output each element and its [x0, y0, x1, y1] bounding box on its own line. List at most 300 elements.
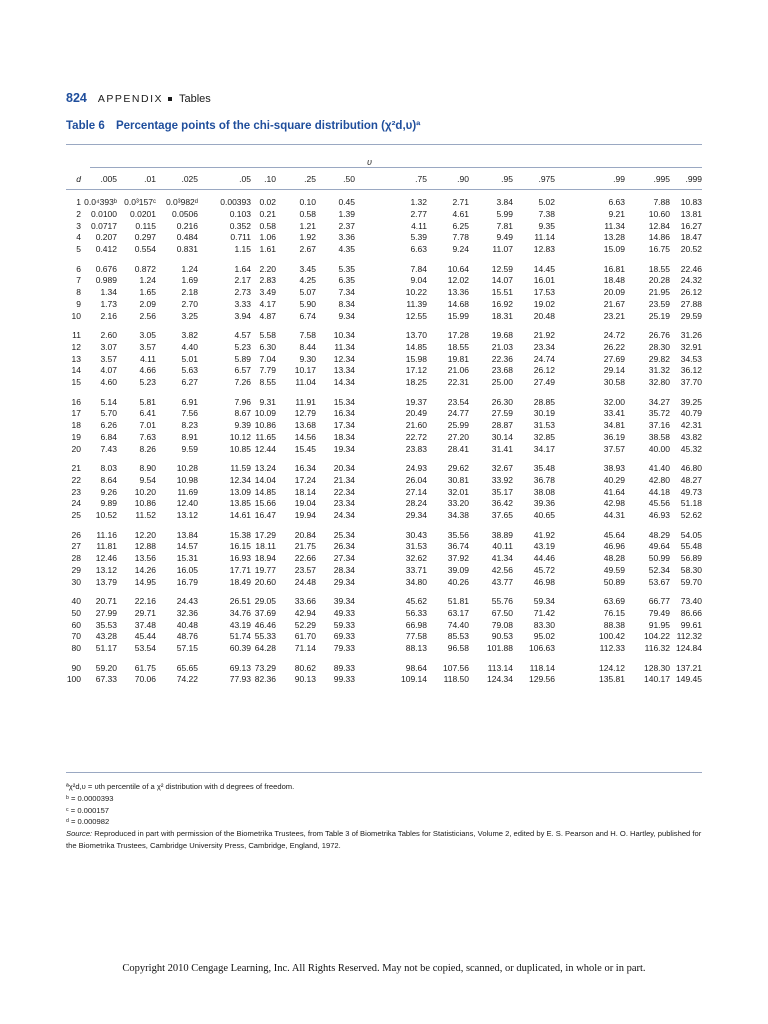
- table-cell: 27.14: [405, 486, 427, 497]
- table-cell: 5.99: [496, 208, 513, 219]
- table-cell: 9.30: [299, 353, 316, 364]
- table-cell: 67.33: [95, 674, 117, 685]
- table-cell: 23.34: [333, 498, 355, 509]
- table-cell: 25.00: [491, 377, 513, 388]
- table-cell: 13.34: [333, 365, 355, 376]
- table-cell: 0.0717: [91, 220, 117, 231]
- table-cell: 17.12: [405, 365, 427, 376]
- table-cell: 33.20: [447, 498, 469, 509]
- df-cell: 14: [71, 365, 81, 376]
- table-cell: 1.34: [100, 287, 117, 298]
- table-cell: 0.831: [176, 244, 198, 255]
- table-cell: 48.27: [680, 474, 702, 485]
- table-cell: 46.46: [254, 619, 276, 630]
- table-cell: 5.14: [100, 396, 117, 407]
- table-cell: 86.66: [680, 607, 702, 618]
- table-cell: 32.01: [447, 486, 469, 497]
- table-cell: 14.07: [491, 275, 513, 286]
- df-cell: 100: [66, 674, 81, 685]
- table-cell: 5.02: [538, 197, 555, 207]
- table-cell: 13.12: [95, 564, 117, 575]
- appendix-label: APPENDIX: [97, 93, 164, 105]
- table-cell: 20.48: [533, 310, 555, 321]
- table-cell: 32.85: [533, 431, 555, 442]
- table-cell: 22.66: [294, 553, 316, 564]
- table-cell: 11.34: [604, 220, 625, 231]
- table-cell: 19.02: [533, 298, 555, 309]
- table-cell: 124.34: [487, 674, 513, 685]
- table-cell: 7.43: [100, 443, 117, 454]
- table-cell: 28.85: [533, 396, 555, 407]
- table-cell: 6.63: [410, 244, 427, 255]
- table-cell: 46.96: [603, 541, 625, 552]
- df-cell: 12: [71, 341, 81, 352]
- table-cell: 4.57: [234, 330, 251, 340]
- table-cell: 38.93: [603, 463, 625, 473]
- table-cell: 71.42: [533, 607, 555, 618]
- table-cell: 26.76: [648, 330, 670, 340]
- table-cell: 54.05: [680, 529, 702, 540]
- df-cell: 11: [72, 330, 81, 340]
- upsilon-label: υ: [367, 157, 372, 167]
- table-cell: 2.83: [259, 275, 276, 286]
- table-cell: 19.94: [294, 510, 316, 521]
- table-cell: 3.33: [234, 298, 251, 309]
- table-cell: 21.34: [333, 474, 355, 485]
- df-cell: 29: [71, 564, 81, 575]
- table-cell: 6.27: [181, 377, 198, 388]
- table-cell: 109.14: [401, 674, 427, 685]
- table-cell: 10.86: [134, 498, 156, 509]
- table-cell: 27.34: [333, 553, 355, 564]
- table-cell: 24.34: [333, 510, 355, 521]
- table-cell: 18.55: [447, 341, 469, 352]
- table-cell: 45.44: [134, 631, 156, 642]
- table-cell: 16.34: [294, 463, 316, 473]
- table-cell: 73.29: [254, 662, 276, 673]
- table-cell: 4.11: [140, 353, 156, 364]
- table-cell: 46.98: [533, 576, 555, 587]
- table-cell: 8.64: [100, 474, 117, 485]
- df-cell: 19: [71, 431, 81, 442]
- table-cell: 4.17: [259, 298, 276, 309]
- table-cell: 37.48: [134, 619, 156, 630]
- table-cell: 50.89: [603, 576, 625, 587]
- df-cell: 40: [71, 596, 81, 606]
- table-cell: 85.53: [447, 631, 469, 642]
- table-cell: 2.60: [100, 330, 117, 340]
- table-cell: 20.09: [603, 287, 625, 298]
- table-cell: 31.53: [533, 420, 555, 431]
- df-cell: 60: [71, 619, 81, 630]
- table-cell: 6.25: [452, 220, 469, 231]
- table-cell: 14.85: [405, 341, 427, 352]
- table-cell: 6.30: [259, 341, 276, 352]
- table-cell: 12.40: [176, 498, 198, 509]
- table-cell: 22.36: [491, 353, 513, 364]
- table-cell: 50.99: [648, 553, 670, 564]
- running-header: [66, 91, 211, 105]
- table-cell: 0.711: [230, 232, 251, 243]
- table-cell: 21.75: [294, 541, 316, 552]
- table-cell: 16.75: [648, 244, 670, 255]
- table-cell: 18.11: [255, 541, 276, 552]
- table-cell: 128.30: [644, 662, 670, 673]
- table-cell: 0.02: [259, 197, 276, 207]
- table-cell: 5.90: [299, 298, 316, 309]
- table-cell: 61.70: [294, 631, 316, 642]
- table-cell: 4.07: [100, 365, 117, 376]
- df-cell: 27: [71, 541, 81, 552]
- table-cell: 19.68: [491, 330, 513, 340]
- table-cell: 63.69: [603, 596, 625, 606]
- table-cell: 51.81: [447, 596, 469, 606]
- df-cell: 6: [76, 263, 81, 274]
- table-cell: 64.28: [254, 643, 276, 654]
- table-cell: 1.65: [139, 287, 156, 298]
- table-cell: 19.81: [447, 353, 469, 364]
- table-cell: 37.57: [603, 443, 625, 454]
- table-cell: 2.17: [234, 275, 251, 286]
- table-cell: 33.71: [405, 564, 427, 575]
- df-cell: 9: [76, 298, 81, 309]
- table-cell: 12.88: [134, 541, 156, 552]
- table-cell: 43.82: [680, 431, 702, 442]
- table-cell: 1.24: [139, 275, 156, 286]
- table-cell: 0.0⁴393ᵇ: [84, 197, 117, 207]
- table-cell: 36.19: [603, 431, 625, 442]
- df-cell: 4: [76, 232, 81, 243]
- table-cell: 31.32: [648, 365, 670, 376]
- table-cell: 38.58: [648, 431, 670, 442]
- table-cell: 40.00: [648, 443, 670, 454]
- table-cell: 20.49: [405, 408, 427, 419]
- table-cell: 3.45: [299, 263, 316, 274]
- df-cell: 90: [71, 662, 81, 673]
- table-cell: 14.61: [229, 510, 251, 521]
- table-cell: 1.21: [299, 220, 316, 231]
- table-cell: 10.83: [680, 197, 702, 207]
- table-cell: 32.00: [603, 396, 625, 407]
- table-cell: 40.29: [603, 474, 625, 485]
- table-cell: 0.58: [299, 208, 316, 219]
- table-cell: 21.03: [491, 341, 513, 352]
- df-cell: 20: [71, 443, 81, 454]
- table-cell: 49.64: [648, 541, 670, 552]
- table-cell: 34.38: [447, 510, 469, 521]
- table-cell: 5.01: [181, 353, 198, 364]
- source-note: [66, 828, 706, 852]
- table-cell: 18.14: [294, 486, 316, 497]
- table-cell: 0.115: [135, 220, 156, 231]
- table-cell: 10.52: [95, 510, 117, 521]
- page-number: 824: [66, 91, 87, 105]
- table-cell: 29.34: [333, 576, 355, 587]
- table-cell: 9.26: [100, 486, 117, 497]
- table-cell: 13.56: [134, 553, 156, 564]
- table-cell: 6.57: [234, 365, 251, 376]
- df-cell: 80: [71, 643, 81, 654]
- table-cell: 67.50: [491, 607, 513, 618]
- table-cell: 9.39: [234, 420, 251, 431]
- table-cell: 8.26: [139, 443, 156, 454]
- table-cell: 23.21: [603, 310, 625, 321]
- table-cell: 0.0506: [172, 208, 198, 219]
- table-cell: 30.14: [491, 431, 513, 442]
- table-cell: 38.89: [491, 529, 513, 540]
- table-cell: 37.70: [680, 377, 702, 388]
- table-cell: 35.56: [447, 529, 469, 540]
- table-cell: 1.73: [100, 298, 117, 309]
- table-cell: 16.93: [229, 553, 251, 564]
- table-cell: 95.02: [533, 631, 555, 642]
- table-cell: 24.72: [603, 330, 625, 340]
- table-cell: 74.22: [176, 674, 198, 685]
- table-name: Percentage points of the chi-square distribution (χ²d,υ)ª: [115, 120, 421, 132]
- table-cell: 3.05: [139, 330, 156, 340]
- table-cell: 19.77: [254, 564, 276, 575]
- table-cell: 3.07: [100, 341, 117, 352]
- table-cell: 0.676: [95, 263, 117, 274]
- table-cell: 46.93: [648, 510, 670, 521]
- table-cell: 8.67: [234, 408, 251, 419]
- table-cell: 35.72: [648, 408, 670, 419]
- table-cell: 7.79: [259, 365, 276, 376]
- table-cell: 20.52: [680, 244, 702, 255]
- table-cell: 8.55: [259, 377, 276, 388]
- table-cell: 22.16: [134, 596, 156, 606]
- table-cell: 15.38: [229, 529, 251, 540]
- table-cell: 59.20: [95, 662, 117, 673]
- table-cell: 48.76: [176, 631, 198, 642]
- table-cell: 11.39: [406, 298, 427, 309]
- table-cell: 140.17: [644, 674, 670, 685]
- table-cell: 53.54: [134, 643, 156, 654]
- table-cell: 39.34: [333, 596, 355, 606]
- table-cell: 10.86: [254, 420, 276, 431]
- table-cell: 32.91: [680, 341, 702, 352]
- df-cell: 23: [71, 486, 81, 497]
- table-cell: 2.18: [181, 287, 198, 298]
- table-cell: 32.36: [176, 607, 198, 618]
- table-cell: 14.95: [134, 576, 156, 587]
- table-cell: 29.14: [603, 365, 625, 376]
- table-cell: 7.58: [299, 330, 316, 340]
- table-cell: 12.46: [95, 553, 117, 564]
- table-cell: 2.20: [259, 263, 276, 274]
- table-cell: 1.61: [259, 244, 276, 255]
- bottom-rule: [66, 772, 702, 773]
- table-cell: 17.71: [229, 564, 251, 575]
- table-cell: 42.31: [680, 420, 702, 431]
- column-header: .005: [100, 174, 117, 184]
- df-cell: 50: [71, 607, 81, 618]
- table-cell: 12.55: [405, 310, 427, 321]
- table-cell: 12.20: [134, 529, 156, 540]
- table-cell: 1.06: [259, 232, 276, 243]
- table-cell: 60.39: [229, 643, 251, 654]
- table-cell: 129.56: [529, 674, 555, 685]
- table-cell: 19.04: [294, 498, 316, 509]
- table-cell: 14.04: [254, 474, 276, 485]
- table-cell: 40.11: [492, 541, 513, 552]
- df-cell: 8: [76, 287, 81, 298]
- table-cell: 43.28: [95, 631, 117, 642]
- table-cell: 0.484: [176, 232, 198, 243]
- table-cell: 35.48: [533, 463, 555, 473]
- table-cell: 34.80: [405, 576, 427, 587]
- table-cell: 45.64: [603, 529, 625, 540]
- table-cell: 12.02: [447, 275, 469, 286]
- table-cell: 40.48: [176, 619, 198, 630]
- table-cell: 11.69: [177, 486, 198, 497]
- table-cell: 13.84: [176, 529, 198, 540]
- table-cell: 43.77: [491, 576, 513, 587]
- table-cell: 88.13: [405, 643, 427, 654]
- df-cell: 17: [71, 408, 81, 419]
- table-cell: 49.59: [603, 564, 625, 575]
- df-cell: 70: [71, 631, 81, 642]
- table-cell: 24.32: [680, 275, 702, 286]
- table-cell: 59.33: [333, 619, 355, 630]
- table-cell: 28.87: [491, 420, 513, 431]
- table-cell: 29.59: [680, 310, 702, 321]
- table-cell: 79.08: [491, 619, 513, 630]
- df-cell: 25: [71, 510, 81, 521]
- table-cell: 51.74: [229, 631, 251, 642]
- table-cell: 37.92: [447, 553, 469, 564]
- table-cell: 11.52: [135, 510, 156, 521]
- table-cell: 49.33: [333, 607, 355, 618]
- table-cell: 21.95: [648, 287, 670, 298]
- table-cell: 34.27: [648, 396, 670, 407]
- table-cell: 10.09: [254, 408, 276, 419]
- table-cell: 23.68: [491, 365, 513, 376]
- table-cell: 82.36: [254, 674, 276, 685]
- table-cell: 1.24: [181, 263, 198, 274]
- table-cell: 45.72: [533, 564, 555, 575]
- table-cell: 42.98: [603, 498, 625, 509]
- table-cell: 23.83: [405, 443, 427, 454]
- table-cell: 3.36: [338, 232, 355, 243]
- table-cell: 113.14: [487, 662, 513, 673]
- table-cell: 6.91: [181, 396, 198, 407]
- table-cell: 35.17: [491, 486, 513, 497]
- table-cell: 1.69: [181, 275, 198, 286]
- table-cell: 16.47: [254, 510, 276, 521]
- df-cell: 15: [71, 377, 81, 388]
- table-cell: 8.91: [181, 431, 198, 442]
- header-rule: [66, 189, 702, 190]
- table-cell: 7.01: [139, 420, 156, 431]
- df-cell: 21: [71, 463, 81, 473]
- table-cell: 23.34: [533, 341, 555, 352]
- table-cell: 30.43: [405, 529, 427, 540]
- table-cell: 24.93: [405, 463, 427, 473]
- table-cell: 7.78: [452, 232, 469, 243]
- table-cell: 30.81: [447, 474, 469, 485]
- table-cell: 66.77: [648, 596, 670, 606]
- table-cell: 10.12: [229, 431, 251, 442]
- table-cell: 0.45: [338, 197, 355, 207]
- table-cell: 15.09: [603, 244, 625, 255]
- table-cell: 19.37: [405, 396, 427, 407]
- table-cell: 8.03: [100, 463, 117, 473]
- table-cell: 36.12: [680, 365, 702, 376]
- table-cell: 13.24: [254, 463, 276, 473]
- table-cell: 29.05: [254, 596, 276, 606]
- table-cell: 25.34: [333, 529, 355, 540]
- source-text: Reproduced in part with permission of the Biometrika Trustees, from Table 3 of Biometrika Tables for Statisticians, Volume 2, edited by E. S. Pearson and H. O. Hartley, published for the Biometrika Trustees, Cambridge University Press, Cambridge, England, 1972.: [66, 829, 702, 850]
- df-cell: 13: [71, 353, 81, 364]
- table-cell: 66.98: [405, 619, 427, 630]
- table-cell: 13.28: [603, 232, 625, 243]
- table-cell: 59.70: [680, 576, 702, 587]
- table-cell: 29.71: [134, 607, 156, 618]
- table-cell: 17.29: [254, 529, 276, 540]
- table-cell: 6.41: [139, 408, 156, 419]
- column-header: .75: [415, 174, 427, 184]
- table-cell: 36.74: [447, 541, 469, 552]
- table-cell: 5.63: [181, 365, 198, 376]
- table-cell: 24.43: [176, 596, 198, 606]
- table-cell: 28.41: [447, 443, 469, 454]
- table-cell: 0.989: [95, 275, 117, 286]
- table-cell: 9.34: [338, 310, 355, 321]
- table-cell: 39.09: [447, 564, 469, 575]
- bullet-separator: [168, 97, 172, 101]
- footnote-d: ᵈ = 0.000982: [66, 817, 110, 826]
- table-cell: 18.49: [229, 576, 251, 587]
- table-cell: 61.75: [134, 662, 156, 673]
- table-cell: 34.81: [603, 420, 625, 431]
- table-cell: 149.45: [676, 674, 702, 685]
- table-cell: 12.44: [254, 443, 276, 454]
- column-header: .05: [239, 174, 251, 184]
- table-cell: 2.77: [410, 208, 427, 219]
- table-cell: 17.34: [333, 420, 355, 431]
- table-cell: 15.66: [254, 498, 276, 509]
- table-cell: 18.25: [405, 377, 427, 388]
- table-cell: 26.30: [491, 396, 513, 407]
- table-cell: 6.26: [100, 420, 117, 431]
- table-cell: 0.21: [259, 208, 276, 219]
- table-cell: 5.23: [139, 377, 156, 388]
- table-cell: 29.82: [648, 353, 670, 364]
- table-cell: 69.33: [333, 631, 355, 642]
- table-cell: 10.17: [294, 365, 316, 376]
- table-cell: 12.79: [294, 408, 316, 419]
- table-cell: 14.86: [648, 232, 670, 243]
- table-cell: 33.41: [603, 408, 625, 419]
- table-cell: 8.44: [299, 341, 316, 352]
- table-cell: 44.46: [533, 553, 555, 564]
- table-cell: 26.51: [229, 596, 251, 606]
- table-cell: 46.80: [680, 463, 702, 473]
- table-cell: 25.99: [447, 420, 469, 431]
- table-cell: 0.58: [259, 220, 276, 231]
- table-cell: 51.18: [680, 498, 702, 509]
- column-header: d: [76, 174, 81, 184]
- table-cell: 27.49: [533, 377, 555, 388]
- table-cell: 116.32: [644, 643, 670, 654]
- table-cell: 5.07: [299, 287, 316, 298]
- table-cell: 16.79: [176, 576, 198, 587]
- table-cell: 12.59: [491, 263, 513, 274]
- section-label: Tables: [178, 93, 211, 105]
- df-cell: 22: [71, 474, 81, 485]
- table-cell: 14.57: [176, 541, 198, 552]
